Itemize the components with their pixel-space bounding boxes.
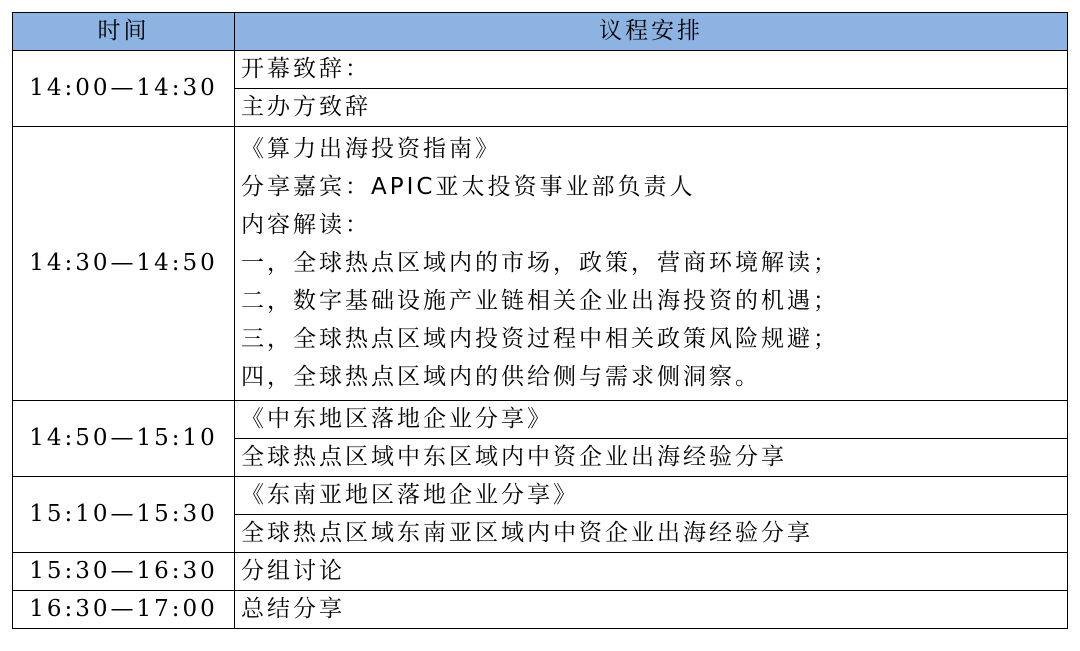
header-row	[13, 13, 1068, 51]
agenda-detail-block	[235, 127, 1068, 401]
content-point: 四，全球热点区域内的供给侧与需求侧洞察。	[241, 364, 761, 390]
header-agenda: 议程安排	[235, 13, 1068, 51]
agenda-item: 全球热点区域东南亚区域内中资企业出海经验分享	[235, 515, 1068, 553]
time-slot: 14:00—14:30	[13, 51, 235, 127]
time-slot: 15:30—16:30	[13, 553, 235, 591]
agenda-item: 《中东地区落地企业分享》	[235, 401, 1068, 439]
speaker-line: 分享嘉宾：APIC亚太投资事业部负责人	[241, 174, 696, 200]
agenda-item: 《东南亚地区落地企业分享》	[235, 477, 1068, 515]
content-point: 一，全球热点区域内的市场，政策，营商环境解读；	[241, 250, 839, 276]
table-row	[13, 51, 1068, 89]
agenda-item: 开幕致辞：	[235, 51, 1068, 89]
table-row	[13, 127, 1068, 401]
agenda-item: 主办方致辞	[235, 89, 1068, 127]
table-row	[13, 401, 1068, 439]
content-point: 二，数字基础设施产业链相关企业出海投资的机遇；	[241, 288, 839, 314]
agenda-item: 全球热点区域中东区域内中资企业出海经验分享	[235, 439, 1068, 477]
table-row	[13, 553, 1068, 591]
content-point: 三，全球热点区域内投资过程中相关政策风险规避；	[241, 326, 839, 352]
table-row	[13, 477, 1068, 515]
agenda-item: 分组讨论	[235, 553, 1068, 591]
time-slot: 14:30—14:50	[13, 127, 235, 401]
time-slot: 15:10—15:30	[13, 477, 235, 553]
time-slot: 16:30—17:00	[13, 591, 235, 629]
talk-title: 《算力出海投资指南》	[241, 136, 501, 162]
table-row	[13, 591, 1068, 629]
time-slot: 14:50—15:10	[13, 401, 235, 477]
header-time: 时间	[13, 13, 235, 51]
content-heading: 内容解读：	[241, 212, 371, 238]
agenda-table	[12, 12, 1068, 629]
agenda-item: 总结分享	[235, 591, 1068, 629]
